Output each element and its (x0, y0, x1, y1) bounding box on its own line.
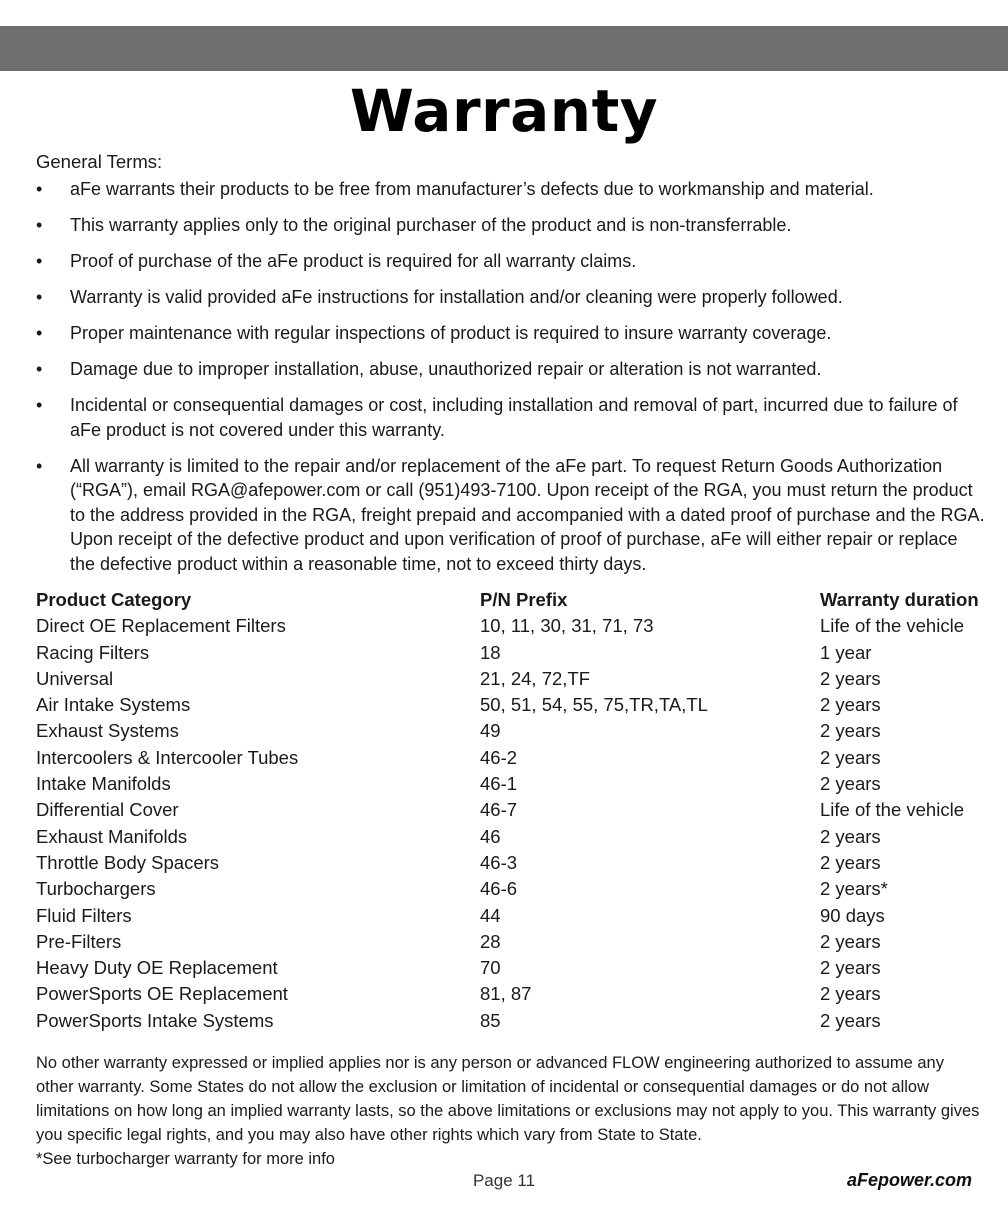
product-category-cell: Universal (36, 667, 114, 689)
product-category-cell: Intercoolers & Intercooler Tubes (36, 746, 299, 768)
product-category-cell: Exhaust Systems (36, 720, 179, 742)
terms-item (36, 393, 986, 442)
pn-prefix-cell: 50, 51, 54, 55, 75,TR,TA,TL (480, 694, 708, 716)
terms-item-text: Damage due to improper installation, abuse, unauthorized repair or alteration is not warranted. (70, 359, 822, 379)
warranty-duration-cell: 2 years (820, 983, 881, 1005)
footnote-text: *See turbocharger warranty for more info (36, 1150, 335, 1168)
product-category-cell: Direct OE Replacement Filters (36, 615, 286, 637)
warranty-duration-cell: 2 years (820, 773, 881, 795)
table-header-row (36, 587, 996, 613)
warranty-duration-cell: 2 years (820, 825, 881, 847)
terms-item (36, 249, 986, 274)
pn-prefix-cell: 21, 24, 72,TF (480, 667, 591, 689)
warranty-duration-cell: 90 days (820, 904, 885, 926)
terms-item-text: This warranty applies only to the original purchaser of the product and is non-transferrable. (70, 215, 792, 235)
warranty-table (36, 587, 996, 1034)
terms-item (36, 285, 986, 310)
terms-item-text: Incidental or consequential damages or cost, including installation and removal of part, incurred due to failure of aFe product is not covered under this warranty. (70, 395, 958, 440)
table-row (36, 797, 996, 823)
table-row (36, 929, 996, 955)
general-terms-heading: General Terms: (36, 151, 163, 172)
terms-item-text: Warranty is valid provided aFe instructions for installation and/or cleaning were properly followed. (70, 287, 843, 307)
table-row (36, 903, 996, 929)
pn-prefix-cell: 81, 87 (480, 983, 532, 1005)
warranty-duration-cell: 2 years* (820, 878, 888, 900)
warranty-duration-cell: Life of the vehicle (820, 615, 964, 637)
header-product-category: Product Category (36, 589, 192, 610)
warranty-duration-cell: Life of the vehicle (820, 799, 964, 821)
terms-item (36, 177, 986, 202)
product-category-cell: Turbochargers (36, 878, 156, 900)
table-row (36, 955, 996, 981)
pn-prefix-cell: 46-3 (480, 851, 518, 873)
product-category-cell: Intake Manifolds (36, 773, 171, 795)
terms-item-text: aFe warrants their products to be free from manufacturer’s defects due to workmanship and material. (70, 179, 874, 199)
warranty-duration-cell: 2 years (820, 667, 881, 689)
pn-prefix-cell: 46-1 (480, 773, 518, 795)
general-terms-list (36, 177, 986, 588)
product-category-cell: PowerSports OE Replacement (36, 983, 288, 1005)
page-number: Page 11 (472, 1171, 536, 1190)
product-category-cell: PowerSports Intake Systems (36, 1009, 274, 1031)
bullet-icon: • (36, 179, 43, 199)
table-row (36, 981, 996, 1007)
bullet-icon: • (36, 215, 43, 235)
terms-item-text: Proof of purchase of the aFe product is required for all warranty claims. (70, 251, 637, 271)
warranty-duration-cell: 2 years (820, 694, 881, 716)
disclaimer-text: No other warranty expressed or implied applies nor is any person or advanced FLOW engineering authorized to assume any other warranty. Some States do not allow the exclusion or limitation of incidental or consequential damages or do not allow limitations on how long an implied warranty lasts, so the above limitations or exclusions may not apply to you. This warranty gives you specific legal rights, and you may also have other rights which vary from State to State. (36, 1054, 980, 1144)
warranty-duration-cell: 2 years (820, 851, 881, 873)
pn-prefix-cell: 46-2 (480, 746, 518, 768)
pn-prefix-cell: 18 (480, 641, 501, 663)
header-bar (0, 26, 1008, 71)
table-row (36, 666, 996, 692)
bullet-icon: • (36, 359, 43, 379)
warranty-duration-cell: 2 years (820, 1009, 881, 1031)
table-row (36, 640, 996, 666)
table-row (36, 824, 996, 850)
product-category-cell: Air Intake Systems (36, 694, 191, 716)
bullet-icon: • (36, 455, 43, 476)
product-category-cell: Fluid Filters (36, 904, 132, 926)
pn-prefix-cell: 10, 11, 30, 31, 71, 73 (480, 615, 654, 637)
warranty-duration-cell: 2 years (820, 930, 881, 952)
header-warranty-duration: Warranty duration (820, 589, 979, 610)
warranty-duration-cell: 2 years (820, 720, 881, 742)
warranty-duration-cell: 2 years (820, 957, 881, 979)
pn-prefix-cell: 49 (480, 720, 501, 742)
terms-item (36, 321, 986, 346)
warranty-duration-cell: 2 years (820, 746, 881, 768)
pn-prefix-cell: 46-7 (480, 799, 518, 821)
terms-item (36, 213, 986, 238)
table-row (36, 745, 996, 771)
terms-item (36, 357, 986, 382)
product-category-cell: Heavy Duty OE Replacement (36, 957, 278, 979)
warranty-duration-cell: 1 year (820, 641, 872, 663)
terms-item-text: Proper maintenance with regular inspections of product is required to insure warranty coverage. (70, 323, 832, 343)
table-row (36, 692, 996, 718)
page-title: Warranty (349, 77, 659, 145)
table-row (36, 718, 996, 744)
pn-prefix-cell: 46 (480, 825, 501, 847)
terms-item-text: All warranty is limited to the repair and/or replacement of the aFe part. To request Return Goods Authorization (“RGA”), email RGA@afepower.com or call (951)493-7100. Upon receipt of the RGA, you must return the product to the address provided in the RGA, freight prepaid and accompanied with a dated proof of purchase and the RGA. Upon receipt of the defective product and upon verification of proof of purchase, aFe will either repair or replace the defective product within a reasonable time, not to exceed thirty days. (70, 455, 985, 574)
website-link[interactable]: aFepower.com (846, 1170, 972, 1190)
table-row (36, 771, 996, 797)
pn-prefix-cell: 46-6 (480, 878, 518, 900)
table-row (36, 876, 996, 902)
pn-prefix-cell: 28 (480, 930, 501, 952)
pn-prefix-cell: 44 (480, 904, 501, 926)
header-pn-prefix: P/N Prefix (480, 589, 568, 610)
table-row (36, 850, 996, 876)
bullet-icon: • (36, 323, 43, 343)
terms-item (36, 454, 986, 577)
bullet-icon: • (36, 287, 43, 307)
table-row (36, 613, 996, 639)
pn-prefix-cell: 85 (480, 1009, 501, 1031)
bullet-icon: • (36, 395, 43, 415)
table-row (36, 1008, 996, 1034)
product-category-cell: Exhaust Manifolds (36, 825, 188, 847)
product-category-cell: Pre-Filters (36, 930, 122, 952)
pn-prefix-cell: 70 (480, 957, 501, 979)
product-category-cell: Throttle Body Spacers (36, 851, 220, 873)
product-category-cell: Racing Filters (36, 641, 150, 663)
bullet-icon: • (36, 251, 43, 271)
product-category-cell: Differential Cover (36, 799, 179, 821)
